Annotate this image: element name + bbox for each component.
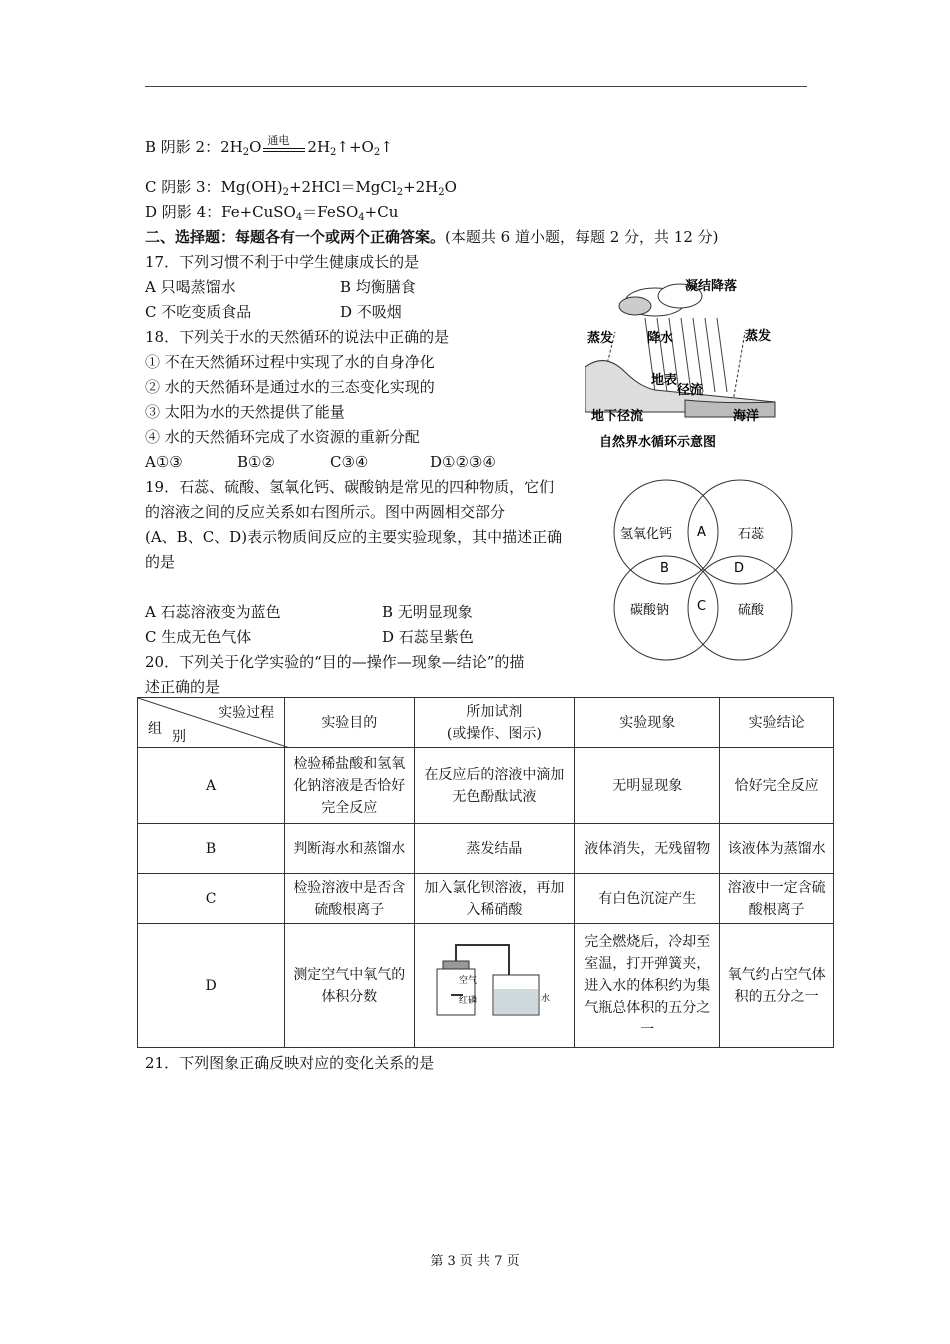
row-b-purpose: 判断海水和蒸馏水 xyxy=(285,824,414,874)
q18-option-b: B①② xyxy=(237,453,275,471)
row-d-operation xyxy=(414,924,575,1048)
q20-line-2: 述正确的是 xyxy=(145,678,221,696)
bottle-stopper xyxy=(443,961,469,969)
row-c-conclusion: 溶液中一定含硫酸根离子 xyxy=(720,874,834,924)
header-group-2: 别 xyxy=(172,729,186,745)
q18-stem: 18．下列关于水的天然循环的说法中正确的是 xyxy=(145,328,450,346)
label-ocean: 海洋 xyxy=(733,409,760,424)
venn-label-tr: 石蕊 xyxy=(738,527,765,542)
row-a-purpose: 检验稀盐酸和氢氧化钠溶液是否恰好完全反应 xyxy=(285,748,414,824)
row-d-phenomenon: 完全燃烧后，冷却至室温，打开弹簧夹，进入水的体积约为集气瓶总体积的五分之一 xyxy=(575,924,720,1048)
water-level xyxy=(494,989,538,1014)
row-b-group: B xyxy=(138,824,285,874)
header-conclusion: 实验结论 xyxy=(720,698,834,748)
ocean-shape xyxy=(685,400,775,417)
table-row xyxy=(138,924,834,1048)
label-evaporation-left: 蒸发 xyxy=(587,331,614,346)
header-rule xyxy=(145,86,807,87)
evaporation-arrow-right xyxy=(733,332,745,402)
water-cycle-figure xyxy=(585,272,785,454)
figure-caption: 自然界水循环示意图 xyxy=(599,435,717,450)
venn-label-bl: 碳酸钠 xyxy=(630,603,670,618)
apparatus-diagram xyxy=(429,939,559,1025)
apparatus-air-label: 空气 xyxy=(459,976,478,986)
header-purpose: 实验目的 xyxy=(285,698,414,748)
q19-line-1: 19．石蕊、硫酸、氢氧化钙、碳酸钠是常见的四种物质，它们 xyxy=(145,478,555,496)
page-footer: 第 3 页 共 7 页 xyxy=(430,1254,520,1269)
row-d-purpose: 测定空气中氧气的体积分数 xyxy=(285,924,414,1048)
q19-option-a: A 石蕊溶液变为蓝色 xyxy=(145,603,281,621)
q18-option-c: C③④ xyxy=(330,453,369,471)
row-a-operation: 在反应后的溶液中滴加无色酚酞试液 xyxy=(414,748,575,824)
apparatus-water-label: 水 xyxy=(541,994,551,1004)
label-surface: 地表 xyxy=(651,373,678,388)
q19-line-4: 的是 xyxy=(145,553,176,571)
table-row xyxy=(138,874,834,924)
venn-region-c: C xyxy=(697,599,707,614)
label-runoff: 径流 xyxy=(677,383,704,398)
label-precipitation: 降水 xyxy=(647,331,674,346)
experiment-table xyxy=(137,697,834,1048)
equation-b: B 阴影 2：$2H_2O$ 通电 $2H_2↑+O_2↑$ xyxy=(145,134,393,158)
row-b-phenomenon: 液体消失，无残留物 xyxy=(575,824,720,874)
row-d-conclusion: 氧气约占空气体积的五分之一 xyxy=(720,924,834,1048)
q19-option-b: B 无明显现象 xyxy=(382,603,473,621)
q19-option-c: C 生成无色气体 xyxy=(145,628,252,646)
equation-d: D 阴影 4：Fe+CuSO$_4$＝FeSO$_4$+Cu xyxy=(145,203,399,223)
header-reagent: 所加试剂 (或操作、图示) xyxy=(414,698,575,748)
q19-line-3: (A、B、C、D)表示物质间反应的主要实验现象，其中描述正确 xyxy=(145,528,563,546)
table-row xyxy=(138,824,834,874)
q17-option-d: D 不吸烟 xyxy=(340,303,402,321)
header-diagonal-cell xyxy=(138,698,285,748)
row-c-group: C xyxy=(138,874,285,924)
row-b-operation: 蒸发结晶 xyxy=(414,824,575,874)
q17-option-a: A 只喝蒸馏水 xyxy=(145,278,236,296)
label-evaporation-right: 蒸发 xyxy=(745,329,772,344)
q18-option-a: A①③ xyxy=(145,453,183,471)
label-condense: 凝结降落 xyxy=(685,279,738,294)
q18-option-d: D①②③④ xyxy=(430,453,496,471)
table-row xyxy=(138,748,834,824)
header-process: 实验过程 xyxy=(218,705,275,721)
q17-option-c: C 不吃变质食品 xyxy=(145,303,252,321)
venn-region-b: B xyxy=(660,561,669,576)
q18-statement-3: ③ 太阳为水的天然提供了能量 xyxy=(145,403,345,421)
q17-stem: 17．下列习惯不利于中学生健康成长的是 xyxy=(145,253,420,271)
q18-statement-1: ① 不在天然循环过程中实现了水的自身净化 xyxy=(145,353,435,371)
row-c-purpose: 检验溶液中是否含硫酸根离子 xyxy=(285,874,414,924)
q20-line-1: 20．下列关于化学实验的“目的—操作—现象—结论”的描 xyxy=(145,653,525,671)
header-group-1: 组 xyxy=(148,721,162,737)
row-a-conclusion: 恰好完全反应 xyxy=(720,748,834,824)
q19-option-d: D 石蕊呈紫色 xyxy=(382,628,474,646)
venn-label-tl: 氢氧化钙 xyxy=(620,527,673,542)
eq-condition: 通电 xyxy=(263,144,305,152)
apparatus-phosphorus-label: 红磷 xyxy=(459,996,478,1006)
venn-label-br: 硫酸 xyxy=(738,603,765,618)
row-c-operation: 加入氯化钡溶液，再加入稀硝酸 xyxy=(414,874,575,924)
equation-c: C 阴影 3：$Mg(OH)_2+2HCl=MgCl_2+2H_2O$ xyxy=(145,178,457,198)
section-heading: 二、选择题：每题各有一个或两个正确答案。(本题共 6 道小题，每题 2 分，共 12 分) xyxy=(145,228,719,246)
q21-stem: 21．下列图象正确反映对应的变化关系的是 xyxy=(145,1054,435,1072)
row-c-phenomenon: 有白色沉淀产生 xyxy=(575,874,720,924)
venn-figure xyxy=(608,474,798,664)
table-header-row xyxy=(138,698,834,748)
row-b-conclusion: 该液体为蒸馏水 xyxy=(720,824,834,874)
q19-line-2: 的溶液之间的反应关系如右图所示。图中两圆相交部分 xyxy=(145,503,506,521)
q18-statement-4: ④ 水的天然循环完成了水资源的重新分配 xyxy=(145,428,420,446)
row-d-group: D xyxy=(138,924,285,1048)
row-a-phenomenon: 无明显现象 xyxy=(575,748,720,824)
venn-region-d: D xyxy=(734,561,745,576)
header-phenomenon: 实验现象 xyxy=(575,698,720,748)
q17-option-b: B 均衡膳食 xyxy=(340,278,416,296)
row-a-group: A xyxy=(138,748,285,824)
q18-statement-2: ② 水的天然循环是通过水的三态变化实现的 xyxy=(145,378,435,396)
label-underground-runoff: 地下径流 xyxy=(591,409,644,424)
venn-region-a: A xyxy=(697,525,706,540)
